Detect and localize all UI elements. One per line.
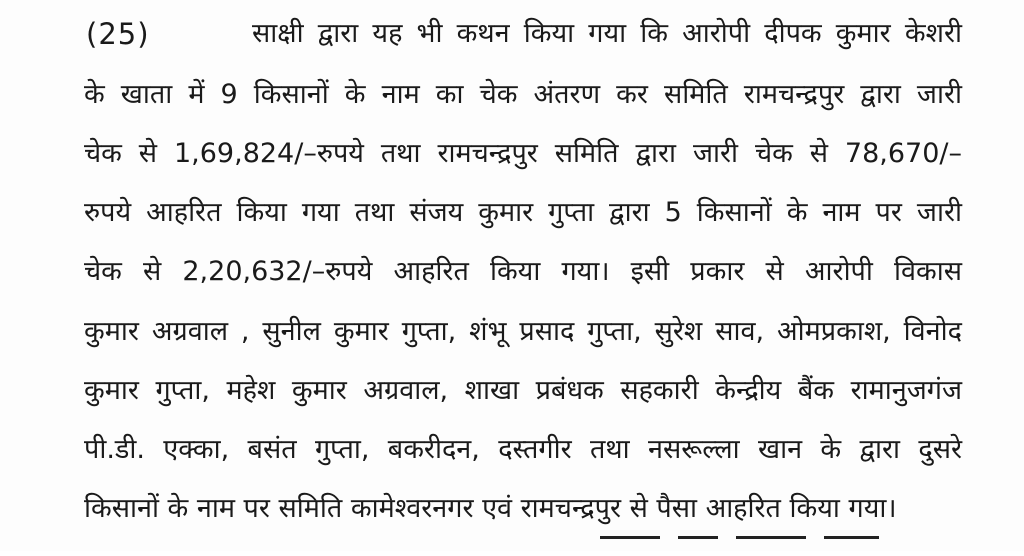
text-line-6: कुमार अग्रवाल , सुनील कुमार गुप्ता, शंभू प्रसाद गुप्ता, सुरेश साव, ओमप्रकाश, विनोद [84,316,962,347]
text-line-9: किसानों के नाम पर समिति कामेश्वरनगर एवं रामचन्द्रपुर से पैसा आहरित किया गया। [84,493,897,524]
paragraph-number: (25) [86,17,150,51]
text-line-8: पी.डी. एक्का, बसंत गुप्ता, बकरीदन, दस्तगीर तथा नसरूल्ला खान के द्वारा दुसरे [84,434,962,465]
text-line-5: चेक से 2,20,632/–रुपये आहरित किया गया। इसी प्रकार से आरोपी विकास [84,256,962,287]
cut-off-next-line [600,536,940,556]
text-line-7: कुमार गुप्ता, महेश कुमार अग्रवाल, शाखा प्रबंधक सहकारी केन्द्रीय बैंक रामानुजगंज [84,375,962,406]
text-line-1: साक्षी द्वारा यह भी कथन किया गया कि आरोपी दीपक कुमार केशरी [252,18,962,49]
text-line-2: के खाता में 9 किसानों के नाम का चेक अंतरण कर समिति रामचन्द्रपुर द्वारा जारी [84,79,962,110]
text-line-4: रुपये आहरित किया गया तथा संजय कुमार गुप्ता द्वारा 5 किसानों के नाम पर जारी [84,197,962,228]
text-line-3: चेक से 1,69,824/–रुपये तथा रामचन्द्रपुर समिति द्वारा जारी चेक से 78,670/– [84,138,962,169]
